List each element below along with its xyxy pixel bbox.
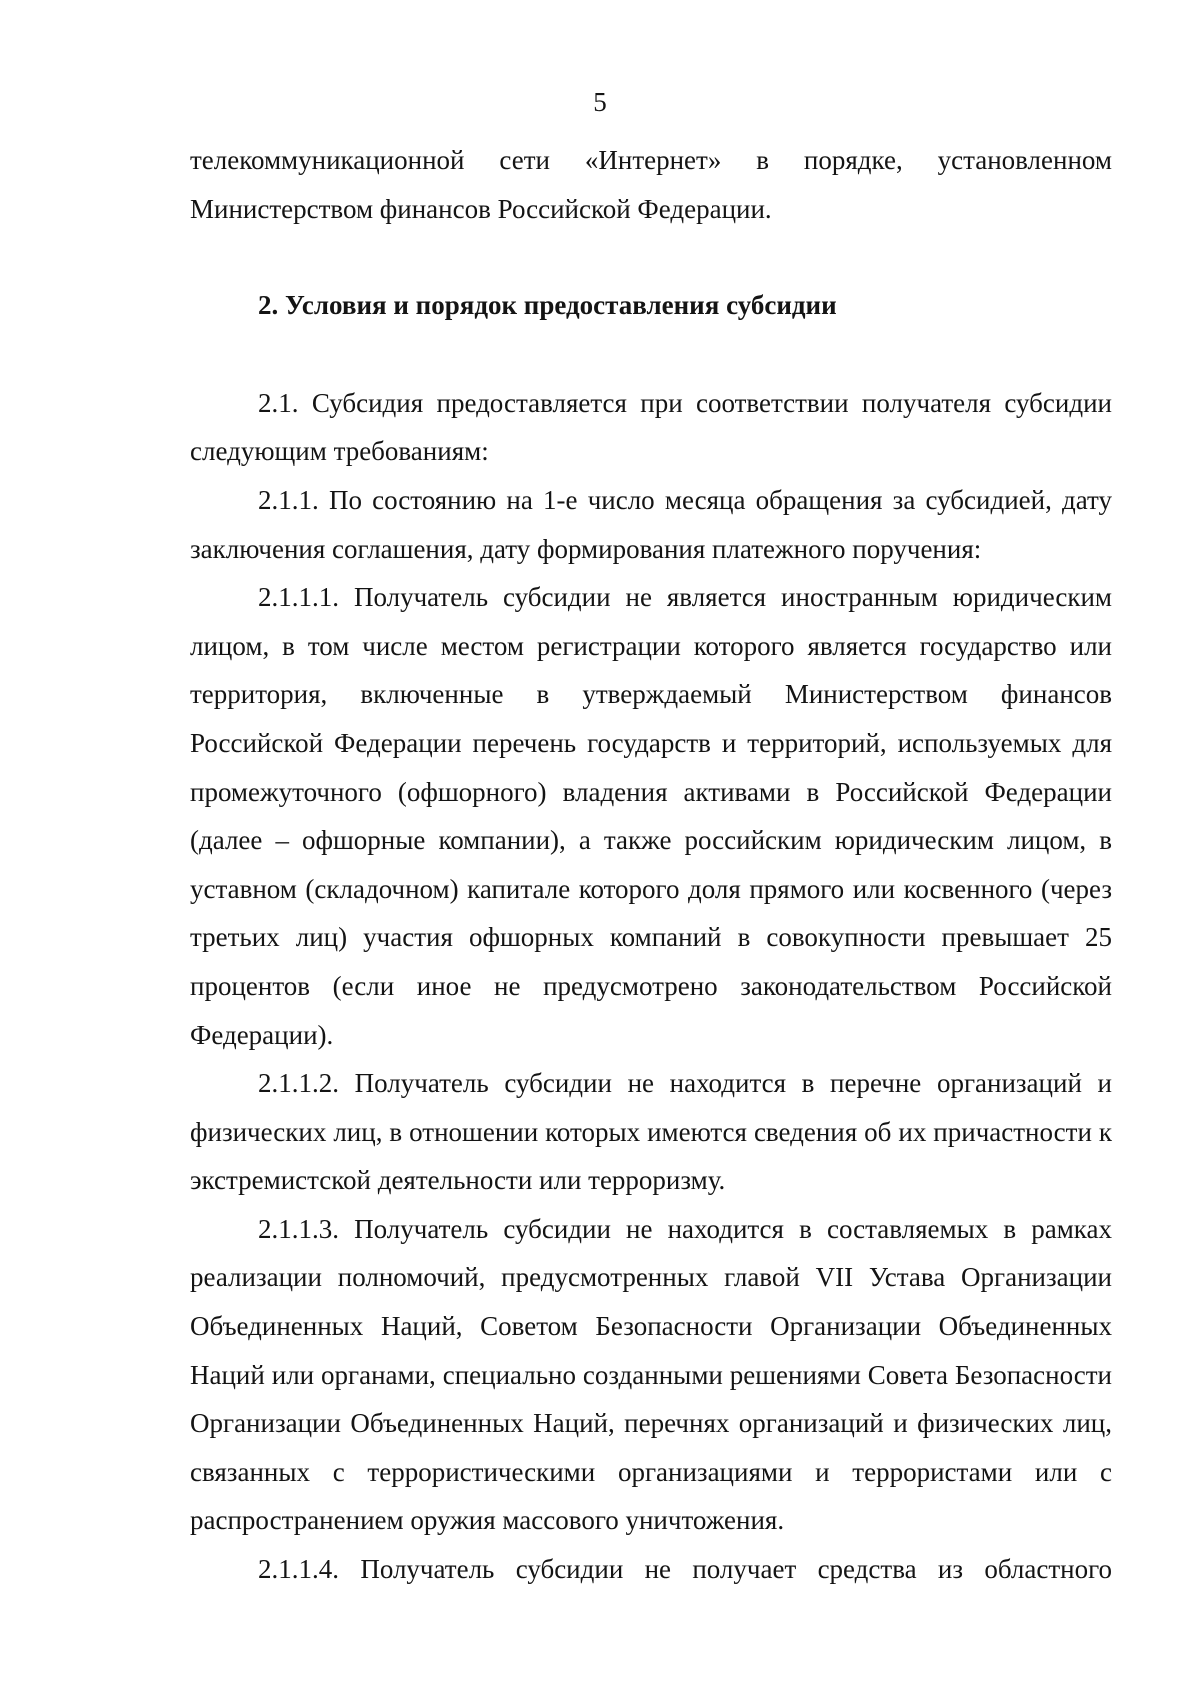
paragraph-continuation-line-2: Министерством финансов Российской Федерации. (190, 193, 772, 224)
document-body (190, 136, 1112, 1594)
paragraph-continuation-line-1: телекоммуникационной сети «Интернет» в порядке, установленном (190, 145, 1112, 175)
page-number: 5 (593, 87, 607, 117)
paragraph-2-1-1-2: 2.1.1.2. Получатель субсидии не находится в перечне организаций и физических лиц, в отношении которых имеются сведения об их причастности к экстремистской деятельности или терроризму. (190, 1068, 1112, 1196)
section-heading: 2. Условия и порядок предоставления субсидии (258, 290, 837, 321)
paragraph-2-1-1: 2.1.1. По состоянию на 1-е число месяца обращения за субсидией, дату заключения соглашения, дату формирования платежного поручения: (190, 484, 1112, 564)
paragraph-2-1: 2.1. Субсидия предоставляется при соответствии получателя субсидии следующим требованиям: (190, 387, 1112, 467)
paragraph-2-1-1-4: 2.1.1.4. Получатель субсидии не получает средства из областного (258, 1554, 1112, 1585)
paragraph-2-1-1-3: 2.1.1.3. Получатель субсидии не находится в составляемых в рамках реализации полномочий, предусмотренных главой VII Устава Организации Объединенных Наций, Советом Безопасности Организации Объединенных Наций или органами, специально созданными решениями Совета Безопасности Организации Объединенных Наций, перечнях организаций и физических лиц, связанных с террористическими организациями и террористами или с распространением оружия массового уничтожения. (190, 1213, 1112, 1536)
paragraph-2-1-1-1: 2.1.1.1. Получатель субсидии не является иностранным юридическим лицом, в том числе местом регистрации которого является государство или территория, включенные в утверждаемый Министерством финансов Российской Федерации перечень государств и территорий, используемых для промежуточного (офшорного) владения активами в Российской Федерации (далее – офшорные компании), а также российским юридическим лицом, в уставном (складочном) капитале которого доля прямого или косвенного (через третьих лиц) участия офшорных компаний в совокупности превышает 25 процентов (если иное не предусмотрено законодательством Российской Федерации). (190, 582, 1112, 1050)
